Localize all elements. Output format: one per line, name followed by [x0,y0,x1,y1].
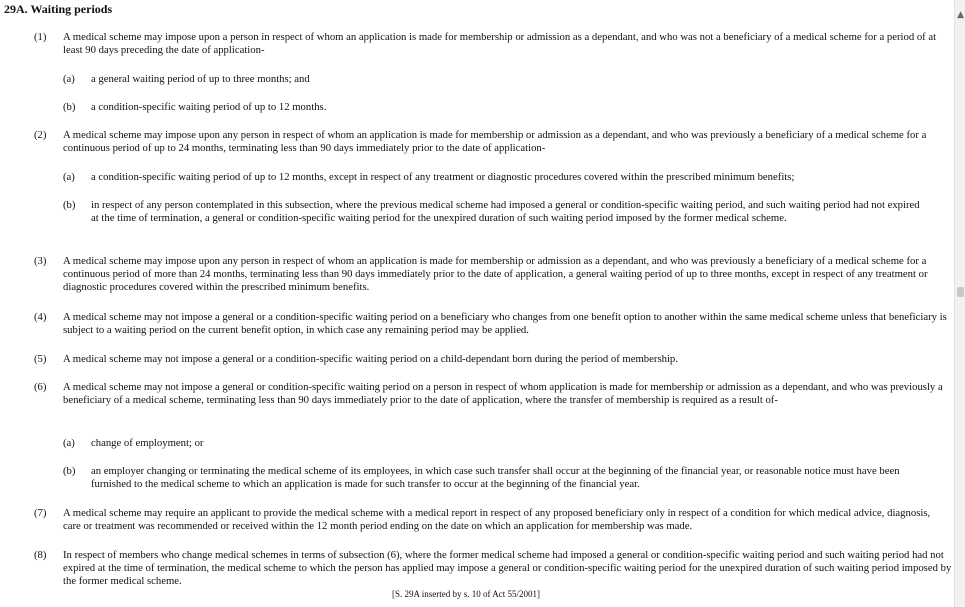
sub-item-number: (b) [63,101,76,113]
item-text: A medical scheme may not impose a general or a condition-specific waiting period on a beneficiary who changes from one benefit option to another within the same medical scheme unless that beneficiary is subject to a waiting period on the current benefit option, in which case any remaining period may be applied. [63,311,947,336]
item-text: A medical scheme may not impose a general or a condition-specific waiting period on a child-dependant born during the period of membership. [63,353,678,365]
scroll-thumb[interactable] [957,287,964,297]
item-text: A medical scheme may impose upon any person in respect of whom an application is made for membership or admission as a dependant, and who was previously a beneficiary of a medical scheme for a continuous period of up to 24 months, terminating less than 90 days immediately prior to the date of application- [63,129,927,154]
item-number: (7) [34,507,47,519]
item-number: (4) [34,311,47,323]
item-text: A medical scheme may not impose a general or condition-specific waiting period on a person in respect of whom application is made for membership or admission as a dependant, and who was previously a beneficiary of a medical scheme, terminating less than 90 days immediately prior to the date of application, where the transfer of membership is required as a result of- [63,381,943,406]
sub-item-text: a condition-specific waiting period of up to 12 months. [91,101,327,113]
sub-item-number: (a) [63,73,75,85]
item-number: (1) [34,31,47,43]
sub-item-text: a general waiting period of up to three months; and [91,73,310,85]
amendment-note: [S. 29A inserted by s. 10 of Act 55/2001] [392,589,540,599]
sub-item-number: (a) [63,437,75,449]
item-number: (3) [34,255,47,267]
item-number: (5) [34,353,47,365]
scroll-up-icon[interactable]: ▲ [957,10,964,20]
item-number: (6) [34,381,47,393]
item-number: (8) [34,549,47,561]
item-text: A medical scheme may impose upon a person in respect of whom an application is made for membership or admission as a dependant, and who was not a beneficiary of a medical scheme for a period of at least 90 days preceding the date of application- [63,31,937,56]
sub-item-text: an employer changing or terminating the medical scheme of its employees, in which case such transfer shall occur at the beginning of the financial year, or reasonable notice must have been furnished to the medical scheme to which an application is made for such transfer to occur at the beginning of the financial year. [91,465,900,490]
sub-item-text: change of employment; or [91,437,204,449]
section-title: 29A. Waiting periods [4,2,113,16]
sub-item-number: (b) [63,465,76,477]
sub-item-number: (b) [63,199,76,211]
item-number: (2) [34,129,47,141]
item-text: A medical scheme may impose upon any person in respect of whom an application is made for membership or admission as a dependant, and who was previously a beneficiary of a medical scheme for a continuous period of more than 24 months, terminating less than 90 days immediately prior to the date of application, a general waiting period of up to three months, except in respect of any treatment or diagnostic procedures covered within the prescribed minimum benefits. [63,255,928,293]
sub-item-text: a condition-specific waiting period of up to 12 months, except in respect of any treatment or diagnostic procedures covered within the prescribed minimum benefits; [91,171,795,183]
sub-item-number: (a) [63,171,75,183]
item-text: In respect of members who change medical schemes in terms of subsection (6), where the former medical scheme had imposed a general or condition-specific waiting period and such waiting period had not expired at the time of termination, the medical scheme to which the person has applied may impose a general or condition-specific waiting period for the unexpired duration of such waiting period imposed by the former medical scheme. [63,549,952,587]
item-text: A medical scheme may require an applicant to provide the medical scheme with a medical report in respect of any proposed beneficiary only in respect of a condition for which medical advice, diagnosis, care or treatment was recommended or received within the 12 month period ending on the date on which an application for membership was made. [63,507,931,532]
sub-item-text: in respect of any person contemplated in this subsection, where the previous medical scheme had imposed a general or condition-specific waiting period, and such waiting period had not expired at the time of termination, a general or condition-specific waiting period for the unexpired duration of such waiting period imposed by the former medical scheme. [91,199,920,224]
vertical-scrollbar[interactable] [954,0,965,607]
